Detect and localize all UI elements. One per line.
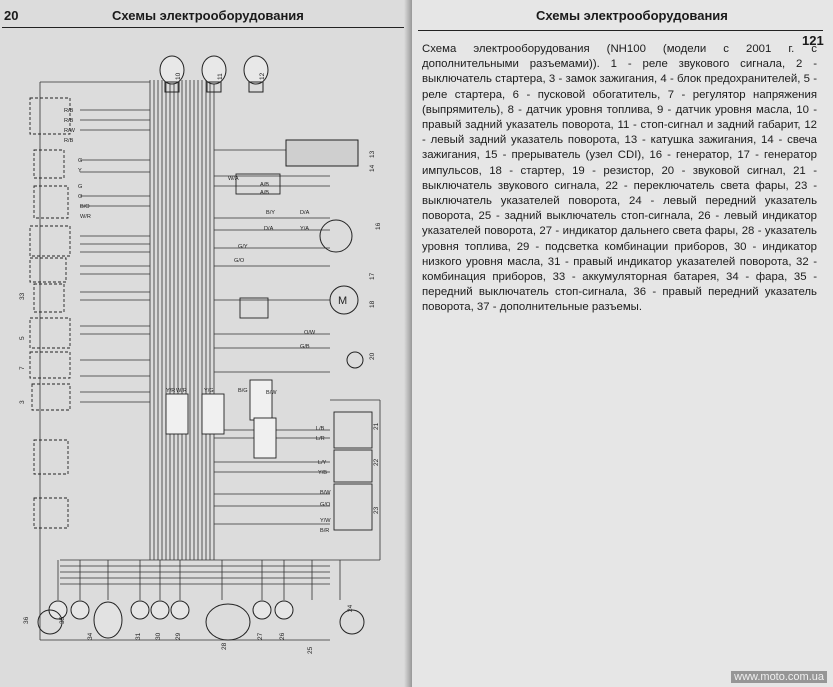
component-number: 23 [373, 506, 380, 514]
headlight [94, 602, 122, 638]
wire-code: R/W [64, 128, 75, 134]
component-number: 10 [175, 72, 182, 80]
component-number: 30 [155, 632, 162, 640]
component-box [34, 440, 68, 474]
component-box [334, 450, 372, 482]
wire-code: W/R [176, 388, 187, 394]
wire-code: B/G [238, 388, 248, 394]
wire-code: G [78, 184, 83, 190]
component-box [32, 384, 70, 410]
wire-code: G/O [320, 502, 331, 508]
wire-code: R/B [64, 108, 74, 114]
wire-code: B/W [320, 490, 331, 496]
wire-code: W/A [228, 176, 239, 182]
component-number: 24 [347, 604, 354, 612]
component-box [34, 186, 68, 218]
connector [202, 394, 224, 434]
component-box [34, 284, 64, 312]
caption-items: 1 - реле звукового сигнала, 2 - выключатель стартера, 3 - замок зажигания, 4 - блок предохранителей, 5 - реле стартера, 6 - пусковой обогатитель, 7 - регулятор напряжения (выпрямитель), 8 - датчик уровня топлива, 9 - датчик уровня масла, 10 - правый задний указатель поворота, 11 - стоп-сигнал и задний габарит, 12 - левый задний указатель поворота, 13 - катушка зажигания, 14 - свеча зажигания, 15 - прерыватель (узел CDI), 16 - генератор, 17 - генератор импульсов, 18 - стартер, 19 - резистор, 20 - звуковой сигнал, 21 - выключатель звукового сигнала, 22 - переключатель света фары, 23 - выключатель указателей поворота, 24 - левый передний указатель поворота, 25 - задний выключатель стоп-сигнала, 26 - левый индикатор указателей поворота, 27 - индикатор дальнего света фары, 28 - указатель уровня топлива, 29 - подсветка комбинации приборов, 30 - индикатор низкого уровня масла, 31 - правый индикатор указателей поворота, 32 - комбинация приборов, 33 - аккумуляторная батарея, 34 - фара, 35 - передний выключатель стоп-сигнала, 36 - правый передний указатель поворота, 37 - дополнительные разъемы. [422, 58, 818, 314]
component-number: 20 [369, 352, 376, 360]
indicator-bulb [275, 601, 293, 619]
indicator-bulb [131, 601, 149, 619]
component-box [236, 174, 280, 194]
wire-code: G/O [234, 258, 245, 264]
wiring-diagram [0, 0, 412, 687]
component-number: 18 [369, 300, 376, 308]
wire-code: G/B [300, 344, 310, 350]
wire-code: A/B [260, 190, 270, 196]
wire-code: Y/B [318, 470, 328, 476]
wire-code: B/Y [266, 210, 276, 216]
component-box [30, 226, 70, 256]
connector [254, 418, 276, 458]
indicator-bulb [151, 601, 169, 619]
wire-code: O/W [304, 330, 316, 336]
wire-code: Y [78, 168, 82, 174]
indicator-bulb [171, 601, 189, 619]
wire-code: L/R [316, 436, 325, 442]
right-page [412, 0, 833, 687]
component-box [334, 484, 372, 530]
diagram-caption [422, 42, 817, 316]
component-number: 16 [375, 222, 382, 230]
wire-code: Y/W [320, 518, 331, 524]
wire-code: B/O [80, 204, 90, 210]
ignition-coil [286, 140, 358, 166]
component-number: 14 [369, 164, 376, 172]
fuel-gauge [206, 604, 250, 640]
component-box [30, 352, 70, 378]
component-box [34, 498, 68, 528]
left-running-header: Схемы электрооборудования [112, 8, 304, 23]
wire-code: L/B [316, 426, 325, 432]
wire-code: B/W [266, 390, 277, 396]
component-box [30, 258, 66, 282]
wire-code: D/A [300, 210, 310, 216]
wire-code: G [78, 158, 83, 164]
connector [166, 394, 188, 434]
wire-code: Y/R [166, 388, 176, 394]
indicator-bulb [71, 601, 89, 619]
wire-code: Y/G [204, 388, 214, 394]
component-number: 3 [19, 400, 26, 404]
component-box [240, 298, 268, 318]
wire-code: G/Y [238, 244, 248, 250]
connector [250, 380, 272, 420]
component-number: 21 [373, 422, 380, 430]
horn [347, 352, 363, 368]
wire-code: B/R [320, 528, 330, 534]
wire-code: D/A [264, 226, 274, 232]
component-number: 35 [59, 616, 66, 624]
component-number: 22 [373, 458, 380, 466]
component-number: 33 [19, 292, 26, 300]
starter-label: M [338, 295, 348, 307]
component-number: 13 [369, 150, 376, 158]
component-box [34, 150, 64, 178]
wire-code: O [78, 194, 83, 200]
wire-code: A/B [260, 182, 270, 188]
wire-code: R/B [64, 118, 74, 124]
wire-code: R/B [64, 138, 74, 144]
component-box [334, 412, 372, 448]
caption-title: Схема электрооборудования (NH100 (модели с 2001 г. с дополнительными разъемами)). [422, 43, 817, 71]
component-number: 36 [23, 616, 30, 624]
left-page [0, 0, 412, 687]
component-number: 34 [87, 632, 94, 640]
right-header-rule [418, 30, 823, 31]
turn-signal [340, 610, 364, 634]
component-number: 12 [259, 72, 266, 80]
component-box [30, 318, 70, 348]
right-page-number: 121 [802, 33, 824, 48]
component-number: 25 [307, 646, 314, 654]
wire-code: L/Y [318, 460, 327, 466]
component-number: 26 [279, 632, 286, 640]
wire-code: Y/A [300, 226, 310, 232]
component-number: 27 [257, 632, 264, 640]
component-number: 11 [217, 73, 224, 80]
wire-code: W/R [80, 214, 91, 220]
component-number: 31 [135, 632, 142, 640]
component-number: 29 [175, 632, 182, 640]
component-number: 28 [221, 642, 228, 650]
right-running-header: Схемы электрооборудования [536, 8, 728, 23]
left-page-number: 20 [4, 8, 19, 23]
component-number: 7 [19, 366, 26, 370]
component-number: 17 [369, 272, 376, 280]
indicator-bulb [253, 601, 271, 619]
watermark: www.moto.com.ua [731, 671, 827, 683]
component-number: 5 [19, 336, 26, 340]
generator [320, 220, 352, 252]
